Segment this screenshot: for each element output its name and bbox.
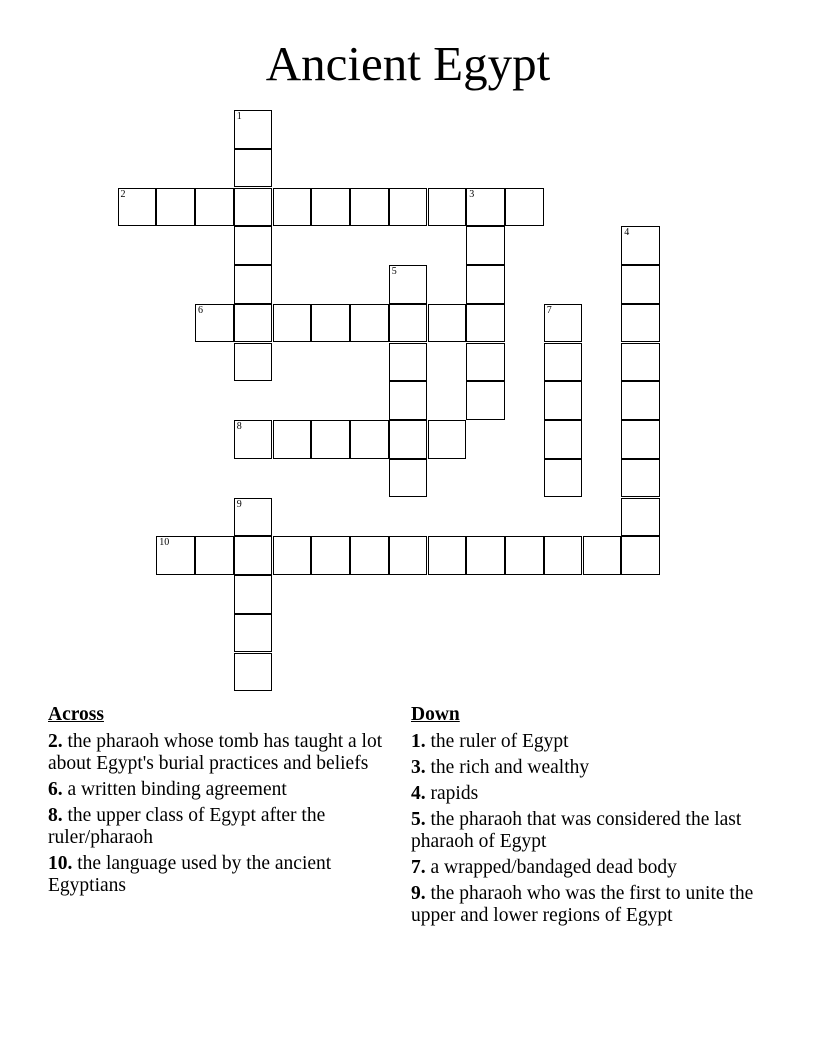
grid-cell[interactable] bbox=[389, 188, 428, 227]
clue-number: 4. bbox=[411, 783, 426, 804]
grid-cell[interactable] bbox=[466, 226, 505, 265]
grid-cell[interactable] bbox=[466, 343, 505, 382]
grid-cell[interactable] bbox=[544, 536, 583, 575]
grid-cell[interactable] bbox=[544, 381, 583, 420]
grid-cell[interactable] bbox=[273, 420, 312, 459]
grid-cell[interactable] bbox=[389, 381, 428, 420]
grid-cell[interactable] bbox=[350, 304, 389, 343]
grid-cell[interactable] bbox=[466, 381, 505, 420]
grid-cell[interactable] bbox=[195, 536, 234, 575]
clue-number: 2. bbox=[48, 731, 63, 752]
grid-cell[interactable] bbox=[195, 304, 234, 343]
grid-cell[interactable] bbox=[311, 420, 350, 459]
grid-cell[interactable] bbox=[621, 459, 660, 498]
grid-cell[interactable] bbox=[234, 226, 273, 265]
grid-cell[interactable] bbox=[428, 304, 467, 343]
clue-number: 10. bbox=[48, 853, 73, 874]
across-clue bbox=[48, 805, 393, 849]
clue-number: 7. bbox=[411, 857, 426, 878]
grid-cell[interactable] bbox=[621, 420, 660, 459]
across-heading: Across bbox=[48, 704, 104, 725]
down-clue bbox=[411, 883, 761, 927]
clue-number: 10 bbox=[159, 537, 170, 549]
grid-cell[interactable] bbox=[428, 536, 467, 575]
clue-number: 6 bbox=[198, 304, 203, 316]
grid-cell[interactable] bbox=[234, 149, 273, 188]
grid-cell[interactable] bbox=[350, 420, 389, 459]
clue-text: the upper class of Egypt after the ruler/pharaoh bbox=[48, 805, 326, 848]
grid-cell[interactable] bbox=[273, 536, 312, 575]
grid-cell[interactable] bbox=[234, 536, 273, 575]
grid-cell[interactable] bbox=[466, 536, 505, 575]
grid-cell[interactable] bbox=[621, 343, 660, 382]
grid-cell[interactable] bbox=[428, 188, 467, 227]
grid-cell[interactable] bbox=[118, 188, 157, 227]
clue-text: the pharaoh that was considered the last pharaoh of Egypt bbox=[411, 809, 742, 852]
down-clue bbox=[411, 809, 761, 853]
clue-number: 9 bbox=[236, 498, 242, 510]
clue-number: 3 bbox=[469, 188, 475, 200]
across-clue bbox=[48, 731, 393, 775]
clue-number: 3. bbox=[411, 757, 426, 778]
clue-number: 9. bbox=[411, 883, 426, 904]
page-title: Ancient Egypt bbox=[265, 36, 551, 91]
grid-cell[interactable] bbox=[234, 188, 273, 227]
clue-number: 4 bbox=[624, 227, 630, 239]
grid-cell[interactable] bbox=[389, 304, 428, 343]
clue-number: 1 bbox=[236, 111, 242, 122]
grid-cell[interactable] bbox=[234, 614, 273, 653]
grid-cell[interactable] bbox=[621, 226, 660, 265]
down-clue bbox=[411, 783, 761, 805]
grid-cell[interactable] bbox=[156, 536, 195, 575]
clue-text: the language used by the ancient Egyptians bbox=[48, 853, 332, 896]
grid-cell[interactable] bbox=[621, 265, 660, 304]
clue-number: 8. bbox=[48, 805, 63, 826]
down-clue bbox=[411, 757, 761, 779]
clue-number: 2 bbox=[120, 188, 126, 200]
grid-cell[interactable] bbox=[273, 304, 312, 343]
grid-cell[interactable] bbox=[621, 381, 660, 420]
grid-cell[interactable] bbox=[234, 265, 273, 304]
clue-text: the pharaoh whose tomb has taught a lot about Egypt's burial practices and beliefs bbox=[48, 731, 383, 774]
down-clue bbox=[411, 731, 761, 753]
grid-cell[interactable] bbox=[505, 536, 544, 575]
clue-number: 7 bbox=[546, 304, 552, 316]
grid-cell[interactable] bbox=[466, 188, 505, 227]
grid-cell[interactable] bbox=[350, 536, 389, 575]
grid-cell[interactable] bbox=[195, 188, 234, 227]
grid-cell[interactable] bbox=[544, 304, 583, 343]
clue-text: a wrapped/bandaged dead body bbox=[425, 857, 677, 878]
across-clue-list bbox=[48, 731, 393, 897]
grid-cell[interactable] bbox=[156, 188, 195, 227]
clue-text: a written binding agreement bbox=[62, 779, 287, 800]
grid-cell[interactable] bbox=[389, 459, 428, 498]
grid-cell[interactable] bbox=[311, 536, 350, 575]
grid-cell[interactable] bbox=[234, 575, 273, 614]
clue-number: 8 bbox=[236, 421, 242, 432]
grid-cell[interactable] bbox=[311, 304, 350, 343]
across-clue bbox=[48, 853, 393, 897]
down-clues bbox=[411, 703, 761, 931]
grid-cell[interactable] bbox=[234, 110, 273, 149]
clue-number: 6. bbox=[48, 779, 63, 800]
clue-text: the pharaoh who was the first to unite the upper and lower regions of Egypt bbox=[411, 883, 754, 926]
grid-cell[interactable] bbox=[350, 188, 389, 227]
grid-cell[interactable] bbox=[621, 498, 660, 537]
grid-cell[interactable] bbox=[621, 304, 660, 343]
grid-cell[interactable] bbox=[234, 304, 273, 343]
grid-cell[interactable] bbox=[505, 188, 544, 227]
grid-cell[interactable] bbox=[311, 188, 350, 227]
grid-cell[interactable] bbox=[466, 304, 505, 343]
clue-text: the rich and wealthy bbox=[425, 757, 590, 778]
clue-number: 5. bbox=[411, 809, 426, 830]
down-clue-list bbox=[411, 731, 761, 927]
grid-cell[interactable] bbox=[389, 343, 428, 382]
grid-cell[interactable] bbox=[466, 265, 505, 304]
grid-cell[interactable] bbox=[234, 420, 273, 459]
grid-cell[interactable] bbox=[544, 459, 583, 498]
grid-cell[interactable] bbox=[389, 265, 428, 304]
down-heading: Down bbox=[411, 704, 460, 725]
grid-cell[interactable] bbox=[389, 420, 428, 459]
clue-text: rapids bbox=[425, 783, 479, 804]
grid-cell[interactable] bbox=[234, 653, 273, 692]
clue-number: 5 bbox=[391, 266, 397, 277]
grid-cell[interactable] bbox=[583, 536, 622, 575]
clue-text: the ruler of Egypt bbox=[425, 731, 569, 752]
clue-number: 1. bbox=[411, 731, 426, 752]
grid-cell[interactable] bbox=[273, 188, 312, 227]
down-clue bbox=[411, 857, 761, 879]
grid-cell[interactable] bbox=[621, 536, 660, 575]
grid-cell[interactable] bbox=[544, 343, 583, 382]
grid-cell[interactable] bbox=[544, 420, 583, 459]
across-clue bbox=[48, 779, 393, 801]
across-clues bbox=[48, 703, 393, 901]
grid-cell[interactable] bbox=[234, 343, 273, 382]
grid-cell[interactable] bbox=[428, 420, 467, 459]
grid-cell[interactable] bbox=[234, 498, 273, 537]
grid-cell[interactable] bbox=[389, 536, 428, 575]
